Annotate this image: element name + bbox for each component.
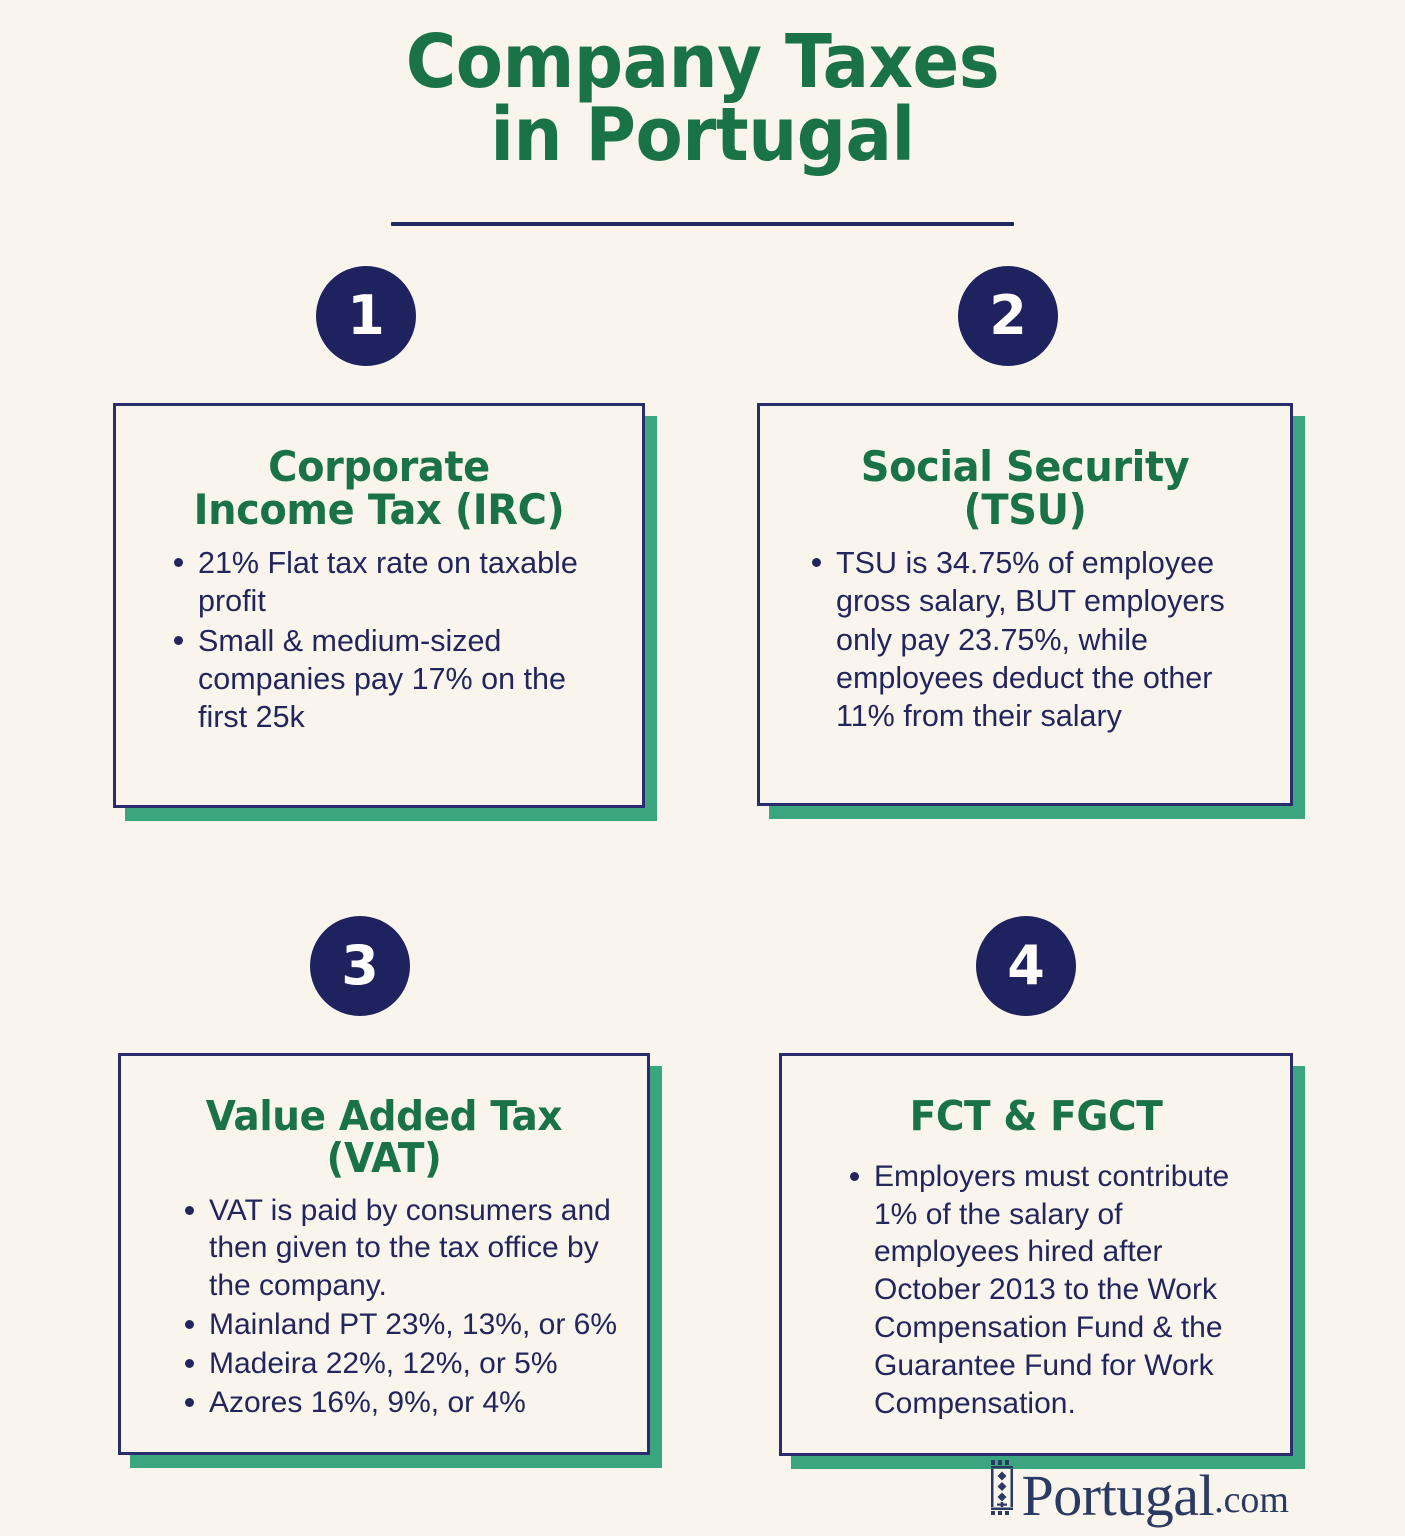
list-item: Mainland PT 23%, 13%, or 6% — [183, 1306, 619, 1344]
card-title-1-line-2: Income Tax (IRC) — [193, 484, 565, 534]
page-title-line-2: in Portugal — [490, 91, 915, 178]
list-item: TSU is 34.75% of employee gross salary, BUT employers only pay 23.75%, while employees deduct the other 11% from their salary — [810, 544, 1262, 736]
card-title-2-line-2: (TSU) — [963, 484, 1087, 534]
title-divider — [391, 222, 1014, 226]
list-item: Small & medium-sized companies pay 17% on the first 25k — [172, 622, 614, 737]
card-corporate-income-tax[interactable] — [113, 403, 645, 808]
card-4-bullets — [804, 1158, 1268, 1423]
card-wrapper-4 — [779, 1053, 1293, 1456]
step-badge-4: 4 — [976, 916, 1076, 1016]
card-title-1-line-1: Corporate — [268, 442, 490, 491]
ornate-p-icon — [989, 1458, 1025, 1516]
step-badge-2: 2 — [958, 266, 1058, 366]
portugal-com-logo[interactable] — [989, 1458, 1293, 1528]
step-badge-3: 3 — [310, 916, 410, 1016]
list-item: 21% Flat tax rate on taxable profit — [172, 544, 614, 621]
card-wrapper-2 — [757, 403, 1293, 806]
card-block-3 — [0, 916, 702, 1456]
card-1-bullets — [138, 544, 620, 737]
logo-tld: .com — [1214, 1479, 1289, 1521]
card-title-3-line-1: Value Added Tax — [205, 1092, 563, 1140]
card-wrapper-1 — [113, 403, 645, 808]
card-title-2-line-1: Social Security — [860, 442, 1190, 491]
step-badge-1: 1 — [316, 266, 416, 366]
page-title-line-1: Company Taxes — [405, 19, 1000, 105]
card-title-2 — [794, 442, 1256, 534]
card-title-4 — [816, 1092, 1257, 1140]
card-title-3-line-2: (VAT) — [326, 1133, 442, 1182]
card-2-bullets — [782, 544, 1268, 736]
card-block-2 — [702, 266, 1405, 808]
card-fct-fgct[interactable] — [779, 1053, 1293, 1456]
card-wrapper-3 — [118, 1053, 650, 1455]
card-value-added-tax[interactable] — [118, 1053, 650, 1455]
list-item: Employers must contribute 1% of the salary of employees hired after October 2013 to the Work Compensation Fund & the Guarantee Fund for Work Compensation. — [848, 1158, 1262, 1423]
card-title-3 — [155, 1092, 613, 1182]
card-title-1 — [150, 442, 608, 534]
card-block-4 — [702, 916, 1405, 1456]
tax-cards-grid — [0, 266, 1405, 1456]
card-social-security[interactable] — [757, 403, 1293, 806]
cards-row-2 — [0, 916, 1405, 1456]
card-block-1 — [0, 266, 702, 808]
card-title-4-line-1: FCT & FGCT — [909, 1092, 1163, 1140]
page-title — [49, 19, 1356, 178]
list-item: Madeira 22%, 12%, or 5% — [183, 1345, 619, 1383]
cards-row-1 — [0, 266, 1405, 808]
card-3-bullets — [143, 1192, 625, 1422]
list-item: Azores 16%, 9%, or 4% — [183, 1384, 619, 1422]
logo-wordmark: Portugal — [1021, 1462, 1215, 1528]
list-item: VAT is paid by consumers and then given to the tax office by the company. — [183, 1192, 619, 1305]
header — [0, 0, 1405, 226]
